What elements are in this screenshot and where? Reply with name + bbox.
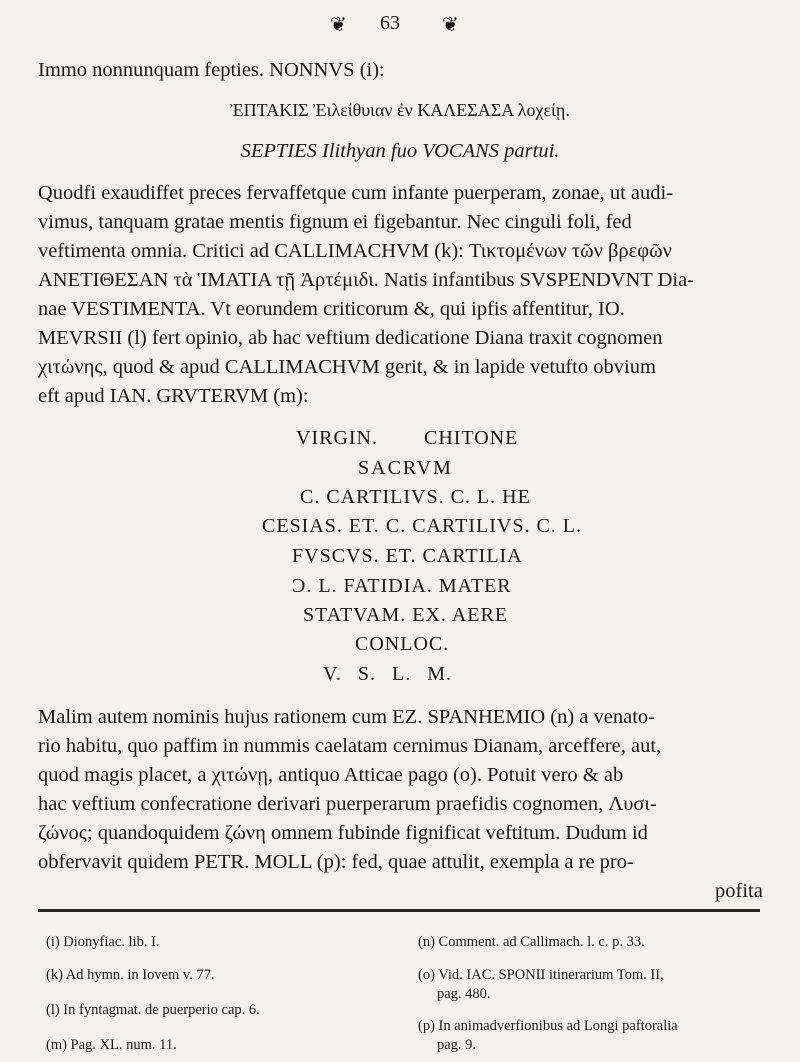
- catchword: pofita: [715, 880, 763, 902]
- text-line: rio habitu, quo paffim in nummis caelatam cernimus Dianam, arceffere, aut,: [38, 735, 662, 757]
- text-line: MEVRSII (l) fert opinio, ab hac veftium dedicatione Diana traxit cognomen: [38, 327, 663, 349]
- text-line: eft apud IAN. GRVTERVM (m):: [38, 385, 309, 407]
- fleuron-right-icon: ❦: [442, 14, 459, 36]
- inscription-line: FVSCVS. ET. CARTILIA: [292, 545, 523, 567]
- text-line: hac veftium confecratione derivari puerperarum praefidis cognomen, Λυσι-: [38, 793, 657, 815]
- footnote: pag. 9.: [437, 1037, 477, 1053]
- footnote: pag. 480.: [437, 986, 491, 1002]
- footnote: (i) Dionyfiac. lib. I.: [46, 934, 160, 950]
- inscription-line: V. S. L. M.: [323, 663, 452, 685]
- page-header: [0, 10, 800, 44]
- inscription-line: VIRGIN. CHITONE: [296, 427, 519, 449]
- inscription-line: SACRVM: [358, 457, 453, 479]
- text-line: vimus, tanquam gratae mentis fignum ei figebantur. Nec cinguli foli, fed: [38, 211, 632, 233]
- page-number: 63: [380, 12, 400, 34]
- latin-translation: SEPTIES Ilithyan fuo VOCANS partui.: [240, 140, 560, 162]
- text-line: Immo nonnunquam fepties. NONNVS (i):: [38, 59, 385, 81]
- inscription-line: CONLOC.: [355, 633, 450, 655]
- inscription-line: CESIAS. ET. C. CARTILIVS. C. L.: [262, 515, 582, 537]
- inscription-line: Ɔ. L. FATIDIA. MATER: [292, 575, 512, 597]
- text-line: nae VESTIMENTA. Vt eorundem criticorum &, qui ipfis affentitur, IO.: [38, 298, 625, 320]
- footnote: (l) In fyntagmat. de puerperio cap. 6.: [46, 1002, 260, 1018]
- footnote: (k) Ad hymn. in Iovem v. 77.: [46, 967, 215, 983]
- text-line: Quodfi exaudiffet preces fervaffetque cum infante puerperam, zonae, ut audi-: [38, 182, 674, 204]
- greek-quote: ἘΠΤΑΚΙΣ Ἐιλείθυιαν ἐν ΚΑΛΕΣΑΣΑ λοχείῃ.: [230, 100, 570, 120]
- footnote: (n) Comment. ad Callimach. l. c. p. 33.: [418, 934, 645, 950]
- text-line: veftimenta omnia. Critici ad CALLIMACHVM (k): Τικτομένων τῶν βρεφῶν: [38, 240, 672, 262]
- inscription-line: C. CARTILIVS. C. L. HE: [300, 486, 531, 508]
- text-line: Malim autem nominis hujus rationem cum EZ. SPANHEMIO (n) a venato-: [38, 706, 656, 728]
- text-line: obfervavit quidem PETR. MOLL (p): fed, quae attulit, exempla a re pro-: [38, 851, 634, 873]
- inscription-line: STATVAM. EX. AERE: [303, 604, 509, 626]
- fleuron-left-icon: ❦: [330, 14, 347, 36]
- footnote: (o) Vid. IAC. SPONII itinerarium Tom. II,: [418, 967, 664, 983]
- text-line: χιτώνης, quod & apud CALLIMACHVM gerit, & in lapide vetufto obvium: [38, 356, 656, 378]
- footnote-divider: [38, 909, 760, 912]
- text-line: ΑΝΕΤΙΘΕΣΑΝ τὰ ἹΜΑΤΙΑ τῇ Ἀρτέμιδι. Natis infantibus SVSPENDVNT Dia-: [38, 269, 694, 291]
- text-line: ζώνος; quandoquidem ζώνη omnem fubinde fignificat veftitum. Dudum id: [38, 822, 648, 844]
- footnote: (m) Pag. XL. num. 11.: [46, 1037, 177, 1053]
- text-line: quod magis placet, a χιτώνῃ, antiquo Atticae pago (o). Potuit vero & ab: [38, 764, 624, 786]
- footnote: (p) In animadverfionibus ad Longi paftoralia: [418, 1018, 678, 1034]
